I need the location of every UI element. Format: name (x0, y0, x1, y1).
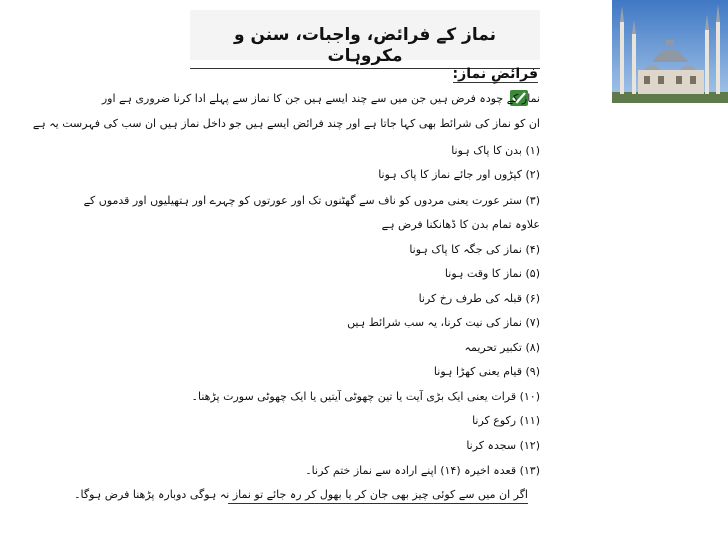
list-item: (۱۰) قرات یعنی ایک بڑی آیت یا تین چھوٹی آیتیں یا ایک چھوٹی سورت پڑھنا۔ (191, 390, 540, 403)
list-item: (۱۱) رکوع کرنا (472, 414, 540, 427)
list-item: (۱۲) سجدہ کرنا (466, 439, 540, 452)
list-item: (۲) کپڑوں اور جائے نماز کا پاک ہونا (378, 168, 540, 181)
list-item: (۳) ستر عورت یعنی مردوں کو ناف سے گھٹنوں تک اور عورتوں کو چہرے اور ہتھیلیوں اور قدموں کے (83, 194, 540, 207)
page-title-text: نماز کے فرائض، واجبات، سنن و مکروہات (190, 24, 540, 69)
conclusion-line: اگر ان میں سے کوئی چیز بھی جان کر یا بھول کر رہ جائے تو نماز نہ ہوگی دوبارہ پڑھنا فرض ہوگا۔ (228, 488, 528, 504)
list-item: (۴) نماز کی جگہ کا پاک ہونا (409, 243, 540, 256)
list-item: (۱۳) قعدہ اخیرہ (۱۴) اپنے ارادہ سے نماز ختم کرنا۔ (305, 464, 540, 477)
list-item: (۹) قیام یعنی کھڑا ہونا (433, 365, 540, 378)
list-item: علاوہ تمام بدن کا ڈھانکنا فرض ہے (381, 218, 540, 231)
list-item: (۷) نماز کی نیت کرنا، یہ سب شرائط ہیں (347, 316, 540, 329)
list-item: (۱) بدن کا پاک ہونا (451, 144, 540, 157)
page-title (190, 10, 540, 66)
list-item: (۶) قبلہ کی طرف رخ کرنا (418, 292, 540, 305)
list-item: (۸) تکبیر تحریمہ (464, 341, 540, 354)
mosque-photo (612, 0, 728, 103)
intro-line-2: ان کو نماز کی شرائط بھی کہا جاتا ہے اور چند فرائض ایسے ہیں جو داخل نماز ہیں ان سب کی فہرست یہ ہے (32, 117, 540, 130)
section-heading: فرائضِ نماز: (452, 66, 538, 82)
intro-line-1: نماز کے چودہ فرض ہیں جن میں سے چند ایسے ہیں جن کا نماز سے پہلے ادا کرنا ضروری ہے اور (101, 92, 540, 105)
list-item: (۵) نماز کا وقت ہونا (444, 267, 540, 280)
